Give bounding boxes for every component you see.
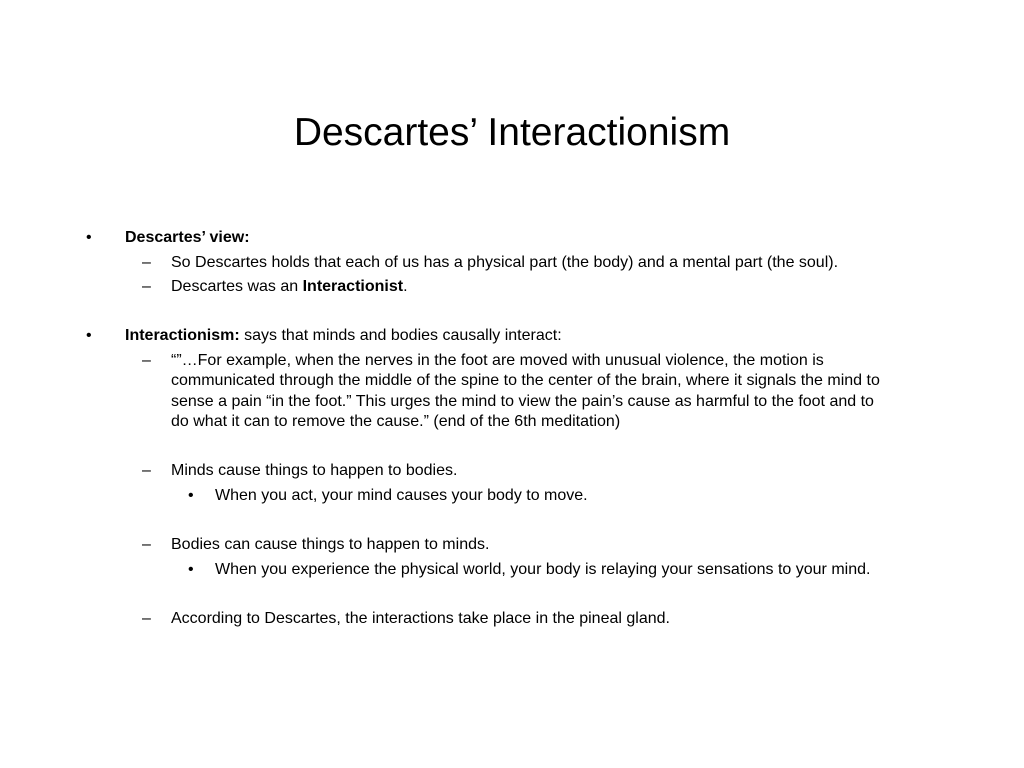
interactionist-bold: Interactionist xyxy=(302,278,404,295)
dash-marker: – xyxy=(142,610,151,627)
sub-item-interactionist xyxy=(171,277,408,298)
bullet-interactionism xyxy=(125,326,562,347)
sub-sub-item-act: When you act, your mind causes your body to move. xyxy=(215,487,588,504)
bullet-text: says that minds and bodies causally interact: xyxy=(239,327,562,344)
sub-sub-item-experience: When you experience the physical world, your body is relaying your sensations to your mind. xyxy=(215,561,871,578)
text-after: . xyxy=(403,278,408,295)
bullet-marker: • xyxy=(188,561,194,578)
sub-item-pineal-gland: According to Descartes, the interactions take place in the pineal gland. xyxy=(171,610,670,627)
slide-title: Descartes’ Interactionism xyxy=(293,111,731,154)
dash-marker: – xyxy=(142,278,151,295)
quote-line-1: “”…For example, when the nerves in the foot are moved with unusual violence, the motion is xyxy=(171,352,824,369)
bullet-marker: • xyxy=(86,229,92,246)
dash-marker: – xyxy=(142,352,151,369)
bullet-label: Interactionism: xyxy=(125,327,240,344)
quote-line-4: do what it can to remove the cause.” (end of the 6th meditation) xyxy=(171,413,621,430)
bullet-descartes-view xyxy=(125,228,250,249)
bullet-marker: • xyxy=(188,487,194,504)
dash-marker: – xyxy=(142,462,151,479)
quote-line-2: communicated through the middle of the spine to the center of the brain, where it signals the mind to xyxy=(171,372,880,389)
sub-item-minds-cause: Minds cause things to happen to bodies. xyxy=(171,462,458,479)
text-before: Descartes was an xyxy=(171,278,303,295)
dash-marker: – xyxy=(142,254,151,271)
quote-line-3: sense a pain “in the foot.” This urges the mind to view the pain’s cause as harmful to the foot and to xyxy=(171,393,874,410)
dash-marker: – xyxy=(142,536,151,553)
bullet-marker: • xyxy=(86,327,92,344)
sub-item-bodies-cause: Bodies can cause things to happen to minds. xyxy=(171,536,490,553)
sub-item-physical-mental: So Descartes holds that each of us has a physical part (the body) and a mental part (the soul). xyxy=(171,254,839,271)
bullet-label: Descartes’ view: xyxy=(125,229,250,246)
